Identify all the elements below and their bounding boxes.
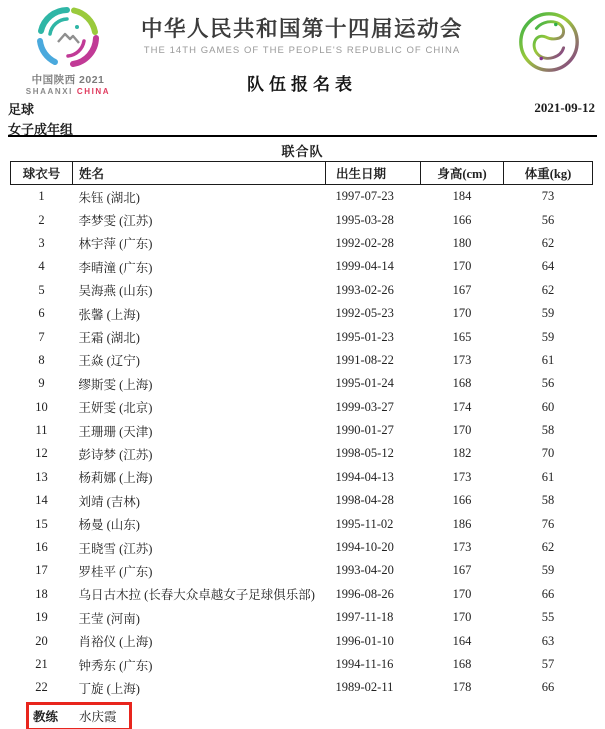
roster-body <box>11 185 593 700</box>
player-name: 杨曼 (山东) <box>78 518 140 533</box>
weight-value: 62 <box>541 282 555 297</box>
player-name: 李梦雯 (江苏) <box>78 214 153 229</box>
jersey-number: 6 <box>38 306 45 321</box>
roster-row <box>11 419 593 442</box>
roster-row <box>11 232 593 255</box>
emblem-caption-en <box>18 87 118 96</box>
roster-row <box>11 442 593 465</box>
height-value: 173 <box>452 540 472 555</box>
jersey-number: 1 <box>38 189 45 204</box>
player-name: 杨莉娜 (上海) <box>78 471 153 486</box>
jersey-number: 5 <box>38 282 45 297</box>
jersey-number: 7 <box>38 329 45 344</box>
birth-date: 1996-08-26 <box>335 586 394 601</box>
birth-date: 1993-04-20 <box>335 563 394 578</box>
height-value: 170 <box>452 610 472 625</box>
team-name: 联合队 <box>281 144 324 159</box>
col-jersey-number: 球衣号 <box>11 162 73 185</box>
national-games-emblem-icon <box>30 5 106 71</box>
player-name: 吴海燕 (山东) <box>78 284 153 299</box>
birth-date: 1995-03-28 <box>335 212 394 227</box>
jersey-number: 11 <box>35 423 48 438</box>
height-value: 184 <box>452 189 472 204</box>
weight-value: 55 <box>541 610 555 625</box>
height-value: 170 <box>452 306 472 321</box>
jersey-number: 20 <box>35 633 48 648</box>
height-value: 180 <box>452 235 472 250</box>
weight-value: 70 <box>541 446 555 461</box>
document-header <box>113 12 491 95</box>
emblem-caption-cn: 中国陕西 2021 <box>31 74 105 86</box>
roster-row <box>11 676 593 699</box>
col-height: 身高(cm) <box>421 162 504 185</box>
group-label: 女子成年组 <box>8 122 74 137</box>
jersey-number: 8 <box>38 352 45 367</box>
height-value: 167 <box>452 563 472 578</box>
height-value: 170 <box>452 586 472 601</box>
jersey-number: 16 <box>35 540 48 555</box>
birth-date: 1994-10-20 <box>335 540 394 555</box>
roster-row <box>11 279 593 302</box>
jersey-number: 4 <box>38 259 45 274</box>
player-name: 王莹 (河南) <box>78 611 140 626</box>
player-name: 王珊珊 (天津) <box>78 424 153 439</box>
jersey-number: 22 <box>35 680 48 695</box>
roster-header-row <box>11 162 593 185</box>
football-swirl-logo-icon <box>515 8 583 76</box>
weight-value: 62 <box>541 540 555 555</box>
height-value: 165 <box>452 329 472 344</box>
weight-value: 66 <box>541 586 555 601</box>
roster-header <box>11 162 593 185</box>
player-name: 王晓雪 (江苏) <box>78 541 153 556</box>
roster-row <box>11 185 593 209</box>
roster-row <box>11 372 593 395</box>
roster-row <box>11 349 593 372</box>
height-value: 166 <box>452 493 472 508</box>
jersey-number: 17 <box>35 563 48 578</box>
weight-value: 59 <box>541 563 555 578</box>
jersey-number: 19 <box>35 610 48 625</box>
player-name: 王妍雯 (北京) <box>78 401 153 416</box>
roster-row <box>11 255 593 278</box>
col-weight: 体重(kg) <box>504 162 593 185</box>
birth-date: 1996-01-10 <box>335 633 394 648</box>
player-name: 张馨 (上海) <box>78 307 140 322</box>
roster-row <box>11 583 593 606</box>
col-birth-date: 出生日期 <box>326 162 421 185</box>
player-name: 乌日古木拉 (长春大众卓越女子足球俱乐部) <box>78 588 315 603</box>
player-name: 王焱 (辽宁) <box>78 354 140 369</box>
height-value: 186 <box>452 516 472 531</box>
games-title-cn: 中华人民共和国第十四届运动会 <box>140 17 463 41</box>
roster-row <box>11 606 593 629</box>
jersey-number: 14 <box>35 493 48 508</box>
weight-value: 59 <box>541 306 555 321</box>
player-name: 丁旋 (上海) <box>78 681 140 696</box>
jersey-number: 9 <box>38 376 45 391</box>
birth-date: 1994-04-13 <box>335 469 394 484</box>
height-value: 164 <box>452 633 472 648</box>
roster-row <box>11 536 593 559</box>
coach-name: 水庆霞 <box>79 710 117 724</box>
jersey-number: 10 <box>35 399 48 414</box>
player-name: 钟秀东 (广东) <box>78 658 153 673</box>
jersey-number: 12 <box>35 446 48 461</box>
player-name: 彭诗梦 (江苏) <box>78 447 153 462</box>
jersey-number: 3 <box>38 235 45 250</box>
coach-label: 教练 <box>33 710 59 724</box>
roster-row <box>11 629 593 652</box>
player-name: 朱钰 (湖北) <box>78 190 140 205</box>
weight-value: 76 <box>541 516 555 531</box>
roster-table <box>10 161 593 700</box>
weight-value: 56 <box>541 376 555 391</box>
weight-value: 73 <box>541 189 555 204</box>
height-value: 166 <box>452 212 472 227</box>
roster-row <box>11 396 593 419</box>
height-value: 168 <box>452 376 472 391</box>
coach-highlight-box <box>26 702 132 729</box>
roster-row <box>11 208 593 231</box>
height-value: 168 <box>452 657 472 671</box>
birth-date: 1992-02-28 <box>335 235 394 250</box>
jersey-number: 13 <box>35 469 48 484</box>
emblem-caption-china: CHINA <box>76 87 111 96</box>
form-title: 队伍报名表 <box>247 75 357 94</box>
col-player-name: 姓名 <box>73 162 326 185</box>
roster-row <box>11 489 593 512</box>
player-name: 林宇萍 (广东) <box>78 237 153 252</box>
birth-date: 1992-05-23 <box>335 306 394 321</box>
birth-date: 1995-11-02 <box>335 516 394 531</box>
height-value: 167 <box>452 282 472 297</box>
weight-value: 64 <box>541 259 555 274</box>
birth-date: 1999-03-27 <box>335 399 394 414</box>
player-name: 李晴潼 (广东) <box>78 260 153 275</box>
weight-value: 58 <box>541 423 555 438</box>
roster-row <box>11 653 593 676</box>
birth-date: 1995-01-24 <box>335 376 394 391</box>
jersey-number: 15 <box>35 516 48 531</box>
player-name: 肖裕仪 (上海) <box>78 635 153 650</box>
sport-label: 足球 <box>8 102 35 117</box>
weight-value: 61 <box>541 352 555 367</box>
weight-value: 66 <box>541 680 555 695</box>
birth-date: 1990-01-27 <box>335 423 394 438</box>
height-value: 182 <box>452 446 472 461</box>
birth-date: 1989-02-11 <box>335 680 394 695</box>
roster-row <box>11 512 593 535</box>
roster-row <box>11 559 593 582</box>
birth-date: 1998-04-28 <box>335 493 394 508</box>
roster-row <box>11 325 593 348</box>
weight-value: 56 <box>541 212 555 227</box>
header-divider <box>8 135 597 137</box>
height-value: 173 <box>452 352 472 367</box>
weight-value: 59 <box>541 329 555 344</box>
birth-date: 1991-08-22 <box>335 352 394 367</box>
weight-value: 63 <box>541 633 555 648</box>
birth-date: 1997-07-23 <box>335 189 394 204</box>
birth-date: 1998-05-12 <box>335 446 394 461</box>
birth-date: 1993-02-26 <box>335 282 394 297</box>
player-name: 缪斯雯 (上海) <box>78 377 153 392</box>
jersey-number: 21 <box>35 657 48 671</box>
weight-value: 60 <box>541 399 555 414</box>
player-name: 罗桂平 (广东) <box>78 564 153 579</box>
roster-row <box>11 302 593 325</box>
roster-row <box>11 466 593 489</box>
height-value: 178 <box>452 680 472 695</box>
height-value: 170 <box>452 423 472 438</box>
player-name: 刘靖 (吉林) <box>78 494 140 509</box>
birth-date: 1995-01-23 <box>335 329 394 344</box>
weight-value: 58 <box>541 493 555 508</box>
birth-date: 1997-11-18 <box>335 610 394 625</box>
emblem-caption-shaanxi: SHAANXI <box>25 87 74 96</box>
birth-date: 1999-04-14 <box>335 259 394 274</box>
player-name: 王霜 (湖北) <box>78 331 140 346</box>
event-logo-block <box>513 8 585 81</box>
jersey-number: 18 <box>35 586 48 601</box>
games-title-en: THE 14TH GAMES OF THE PEOPLE'S REPUBLIC OF CHINA <box>143 45 461 56</box>
weight-value: 57 <box>541 657 555 671</box>
weight-value: 61 <box>541 469 555 484</box>
report-date: 2021-09-12 <box>534 100 595 115</box>
birth-date: 1994-11-16 <box>335 657 394 671</box>
jersey-number: 2 <box>38 212 45 227</box>
height-value: 173 <box>452 469 472 484</box>
games-emblem-block <box>18 5 118 96</box>
height-value: 174 <box>452 399 472 414</box>
weight-value: 62 <box>541 235 555 250</box>
height-value: 170 <box>452 259 472 274</box>
